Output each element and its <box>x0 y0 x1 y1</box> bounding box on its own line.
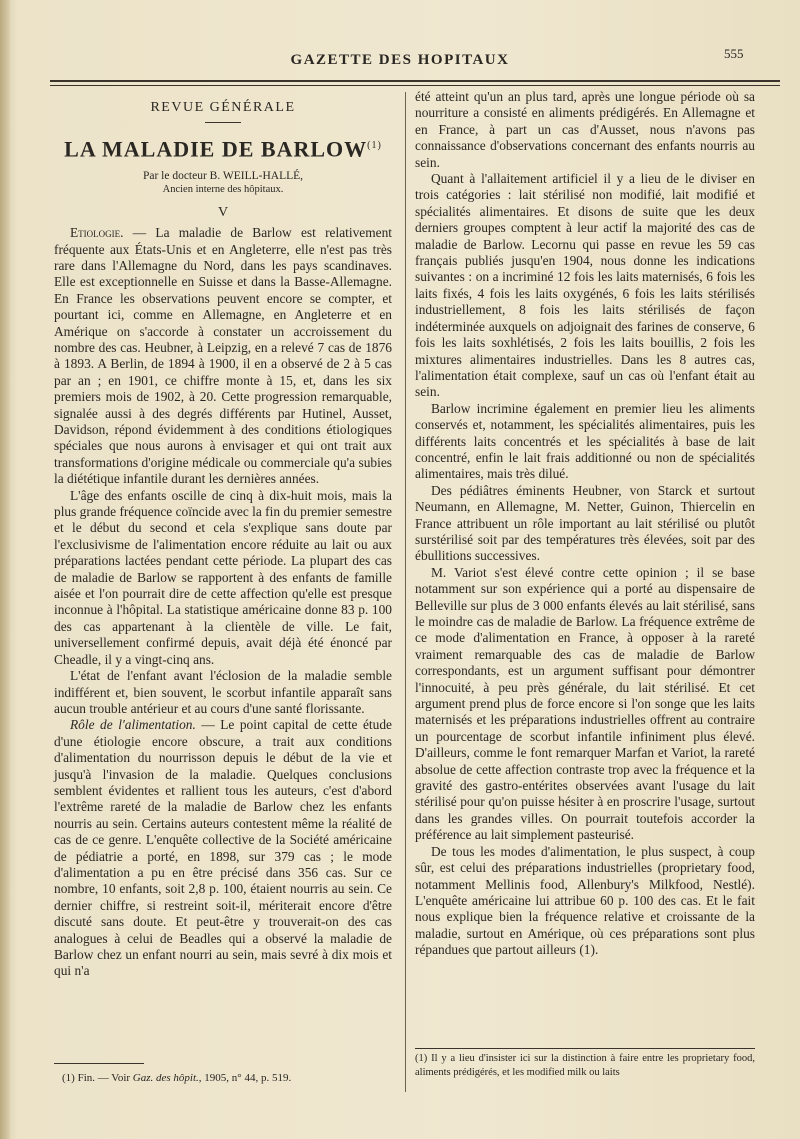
paragraph: L'état de l'enfant avant l'éclosion de la maladie semble indifférent et, bien souvent, le scorbut infantile apparaît sans aucun trouble antérieur et au cours d'une santé florissante. <box>54 668 392 716</box>
paragraph: M. Variot s'est élevé contre cette opinion ; il se base notamment sur son expérience qui a porté au dispensaire de Belleville sur plus de 3 000 enfants élevés au lait stérilisé, sans le moindre cas de maladie de Barlow. La fréquence extrême de ce mode d'alimentation en France, à opposer à la rareté vraiment remarquable des cas de maladie de Barlow correspondants, est un argument suffisant pour démontrer l'innocuité, à peu près générale, du lait stérilisé. Et cet argument prend plus de force encore si l'on songe que les laits maternisés et les préparations industrielles offrent au contraire un pourcentage de scorbut infantile infiniment plus élevé. D'ailleurs, comme le font remarquer Marfan et Variot, la rareté absolue de cette affection contraste trop avec la fréquence et la gravité des gastro-entérites observées avant l'usage du lait stérilisé pour qu'on puisse hésiter à en proscrire l'usage, surtout dans les grandes villes. On pourrait toutefois accorder la préférence au lait simplement pasteurisé. <box>415 564 755 843</box>
article-title <box>54 133 392 162</box>
footnote-suffix: , 1905, n° 44, p. 519. <box>198 1072 292 1084</box>
section-heading: REVUE GÉNÉRALE <box>150 100 296 115</box>
left-column <box>54 98 392 980</box>
footnote-rule <box>415 1048 755 1049</box>
paragraph: été atteint qu'un an plus tard, après une longue période où sa nourriture a consisté en aliments prédigérés. En Allemagne et en France, à part un cas d'Ausset, nous n'avons pas connaissance d'observations concernant des enfants nourris au sein. <box>415 89 755 170</box>
paragraph-text: — Le point capital de cette étude d'une étiologie encore obscure, a trait aux conditions d'alimentation du nourrisson depuis le début de la vie et jusqu'à l'invasion de la maladie. Quelques conclusions semblent évidentes et rallient tous les auteurs, c'est d'abord l'extrême rareté de la maladie de Barlow chez les enfants nourris au sein. Certains auteurs contestent même la réalité de cas de ce genre. L'enquête collective de la Société américaine de pédiatrie a porté, en 1898, sur 379 cas ; le mode d'alimentation a pu en être précisé dans 356 cas. Sur ce nombre, 10 enfants, soit 2,8 p. 100, étaient nourris au sein. Ce dernier chiffre, si restreint soit-il, mériterait encore d'être discuté sans doute. Et peut-être y trouverait-on des cas analogues à celui de Beadles qui a observé la maladie de Barlow chez un enfant nourri au sein, mais sevré à dix mois et qui n'a <box>54 717 392 979</box>
paragraph <box>54 225 392 488</box>
page-number: 555 <box>724 46 744 61</box>
footnote-prefix: (1) Fin. — Voir <box>62 1072 133 1084</box>
footnote-left <box>62 1071 392 1085</box>
book-gutter <box>0 0 10 1139</box>
header-rule-thin <box>50 85 780 86</box>
footnote-right: (1) Il y a lieu d'insister ici sur la distinction à faire entre les proprietary food, aliments prédigérés, et les modified milk ou laits <box>415 1053 755 1078</box>
paragraph: Quant à l'allaitement artificiel il y a lieu de le diviser en trois catégories : lait stérilisé non modifié, lait modifié et spécialités alimentaires. Et disons de suite que les deux derniers groupes comptent à leur actif la majorité des cas de maladie de Barlow. Lecornu qui passe en revue les 59 cas français publiés jusqu'en 1904, nous donne les indications suivantes : on a incriminé 12 fois les laits maternisés, 6 fois les laits fixés, 4 fois les laits oxygénés, 6 fois les laits stérilisés industriellement, 8 fois les laits stérilisés de façon indéterminée auxquels on adjoignait des farines de conserve, 6 fois les laits soxhlétisés, 2 fois les laits bouillis, 2 fois les mixtures alimentaires industrielles. Dans les 8 autres cas, l'alimentation était complexe, sauf un cas où l'enfant était au sein. <box>415 171 755 400</box>
part-number: V <box>217 204 229 220</box>
author-line: Par le docteur B. WEILL-HALLÉ, <box>142 169 304 182</box>
paragraph: De tous les modes d'alimentation, le plus suspect, à coup sûr, est celui des préparations industrielles (proprietary food, notamment Mellinis food, Allenbury's Milkfood, Nestlé). L'enquête américaine lui attribue 60 p. 100 des cas. Et le fait nous explique bien la fréquence relative et croissante de la maladie, surtout en Amérique, où ces préparations sont plus répandues que partout ailleurs (1). <box>415 843 755 958</box>
running-title: GAZETTE DES HOPITAUX <box>290 52 510 68</box>
footnote-journal: Gaz. des hôpit. <box>132 1072 199 1084</box>
section-rule <box>205 122 241 123</box>
paragraph: L'âge des enfants oscille de cinq à dix-huit mois, mais la plus grande fréquence coïncide avec la fin du premier semestre et le début du second et cela s'explique sans doute par l'exclusivisme de l'alimentation encore réduite au lait ou aux préparations lactées pendant cette période. La plupart des cas de maladie de Barlow se rapportent à des enfants de famille aisée et l'on pourrait dire de cette affection qu'elle est presque inconnue à l'hôpital. La statistique américaine donne 83 p. 100 des cas appartenant à la clientèle de ville. Le fait, universellement confirmé depuis, avait déjà été énoncé par Cheadle, il y a vingt-cinq ans. <box>54 487 392 667</box>
footnote-rule <box>54 1063 144 1064</box>
paragraph-label: Rôle de l'alimentation. <box>70 717 196 733</box>
paragraph-label: Etiologie. <box>70 225 124 241</box>
paragraph: Des pédiâtres éminents Heubner, von Starck et surtout Neumann, en Allemagne, M. Netter, Guinon, Thiercelin en France attribuent un rôle important au lait stérilisé ou plutôt surstérilisé soit par des températures très élevées, soit par des ébullitions successives. <box>415 482 755 564</box>
paragraph: Barlow incrimine également en premier lieu les aliments conservés et, notamment, les spécialités alimentaires, puis les différents laits concentrés et les spécialités à base de lait concentré, enfin le lait frais additionné ou non de spécialités alimentaires, mais très dilué. <box>415 400 755 482</box>
paragraph <box>54 717 392 980</box>
header-rule <box>50 80 780 82</box>
article-title-text: LA MALADIE DE BARLOW <box>64 136 368 162</box>
title-footnote-mark: (1) <box>367 140 382 152</box>
paragraph-text: — La maladie de Barlow est relativement fréquente aux États-Unis et en Angleterre, elle n'est pas très rare dans l'Allemagne du Nord, dans les pays scandinaves. Elle est exceptionnelle en Suisse et dans la Basse-Allemagne. En France les observations peuvent encore se compter, et pourtant ici, comme en Allemagne, en Angleterre et en Amérique on s'accorde à constater un accroissement du nombre des cas. Heubner, à Leipzig, en a relevé 7 cas de 1876 à 1893. A Berlin, de 1894 à 1900, il en a observé de 2 à 5 cas par an ; en 1901, ce chiffre monte à 15, et, dans les six premiers mois de 1902, à 20. Cette progression remarquable, signalée aussi à des degrés différents par Hutinel, Ausset, Davidson, répond évidemment à des conditions étiologiques spéciales que nous aurons à envisager et qui ont trait aux transformations d'origine médicale ou commerciale qu'a subies la diététique infantile durant les dernières années. <box>54 225 392 487</box>
right-column <box>415 89 755 959</box>
column-divider <box>405 92 406 1092</box>
author-role: Ancien interne des hôpitaux. <box>162 183 284 195</box>
